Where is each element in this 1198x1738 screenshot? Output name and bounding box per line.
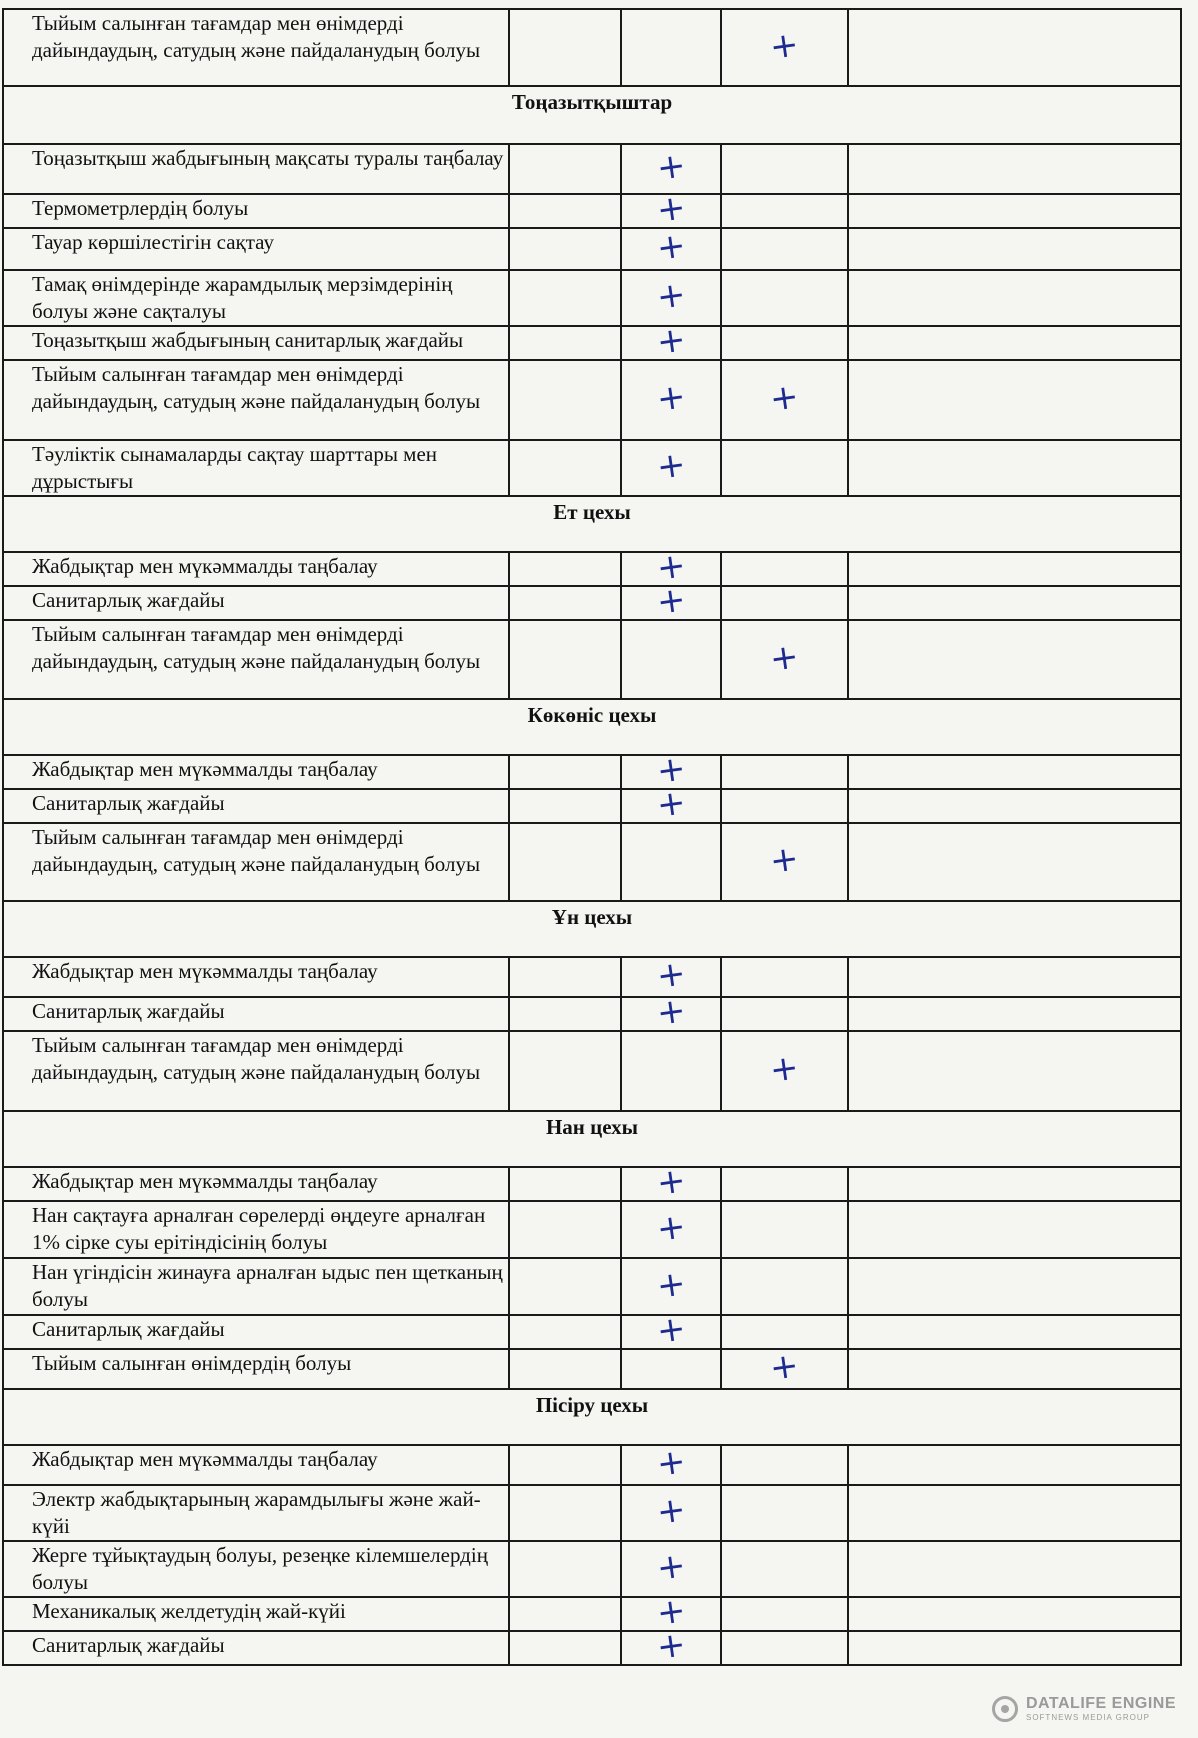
mark-cell-col-2: [621, 225, 721, 270]
criterion-text: Нан үгіндісін жинауға арналған ыдыс пен щетканың болуы: [3, 1258, 509, 1315]
criterion-text: Санитарлық жағдайы: [3, 789, 509, 823]
mark-cell-col-4: [848, 1167, 1181, 1201]
mark-cell-col-1: [509, 360, 621, 440]
section-header-row: [3, 1389, 1181, 1445]
mark-cell-col-2: [621, 620, 721, 699]
mark-cell-col-2: [621, 1160, 721, 1204]
checklist-row: [3, 326, 1181, 360]
checklist-row: [3, 586, 1181, 620]
mark-cell-col-1: [509, 823, 621, 901]
checklist-row: [3, 440, 1181, 496]
mark-cell-col-4: [848, 1315, 1181, 1349]
handwritten-plus-mark: +: [654, 782, 688, 826]
mark-cell-col-1: [509, 194, 621, 228]
mark-cell-col-3: [721, 1541, 848, 1597]
mark-cell-col-3: [721, 1201, 848, 1258]
criterion-text: Тауар көршілестігін сақтау: [3, 228, 509, 270]
criterion-text: Санитарлық жағдайы: [3, 1315, 509, 1349]
handwritten-plus-mark: +: [654, 1545, 688, 1589]
criterion-text: Тоңазытқыш жабдығының санитарлық жағдайы: [3, 326, 509, 360]
mark-cell-col-1: [509, 1597, 621, 1631]
handwritten-plus-mark: +: [767, 23, 802, 68]
mark-cell-col-4: [848, 440, 1181, 496]
watermark-title: DATALIFE ENGINE: [1025, 1695, 1176, 1712]
mark-cell-col-2: [621, 990, 721, 1034]
criterion-text: Тыйым салынған тағамдар мен өнімдерді дайындаудың, сатудың және пайдаланудың болуы: [3, 1031, 509, 1111]
criterion-text: Тыйым салынған тағамдар мен өнімдерді дайындаудың, сатудың және пайдаланудың болуы: [3, 823, 509, 901]
mark-cell-col-3: [721, 194, 848, 228]
mark-cell-col-3: [721, 228, 848, 270]
mark-cell-col-1: [509, 1485, 621, 1541]
criterion-text: Санитарлық жағдайы: [3, 586, 509, 620]
criterion-text: Тоңазытқыш жабдығының мақсаты туралы таңбалау: [3, 144, 509, 194]
criterion-text: Тыйым салынған тағамдар мен өнімдерді дайындаудың, сатудың және пайдаланудың болуы: [3, 9, 509, 86]
criterion-text: Санитарлық жағдайы: [3, 997, 509, 1031]
checklist-row: [3, 144, 1181, 194]
mark-cell-col-4: [848, 9, 1181, 86]
mark-cell-col-1: [509, 789, 621, 823]
mark-cell-col-4: [848, 1258, 1181, 1315]
criterion-text: Жабдықтар мен мүкәммалды таңбалау: [3, 957, 509, 997]
checklist-row: [3, 957, 1181, 997]
checklist-row: [3, 1485, 1181, 1541]
mark-cell-col-4: [848, 1485, 1181, 1541]
mark-cell-col-4: [848, 755, 1181, 789]
section-title: Ұн цехы: [3, 901, 1181, 957]
mark-cell-col-4: [848, 228, 1181, 270]
handwritten-plus-mark: +: [654, 748, 688, 792]
criterion-text: Жерге тұйықтаудың болуы, резеңке кілемшелердің болуы: [3, 1541, 509, 1597]
mark-cell-col-4: [848, 789, 1181, 823]
mark-cell-col-3: [721, 270, 848, 326]
mark-cell-col-4: [848, 620, 1181, 699]
checklist-row: [3, 552, 1181, 586]
section-header-row: [3, 1111, 1181, 1167]
mark-cell-col-3: [721, 620, 848, 699]
handwritten-plus-mark: +: [654, 187, 688, 231]
mark-cell-col-4: [848, 194, 1181, 228]
handwritten-plus-mark: +: [767, 1345, 802, 1389]
criterion-text: Жабдықтар мен мүкәммалды таңбалау: [3, 1167, 509, 1201]
mark-cell-col-1: [509, 1445, 621, 1485]
inspection-checklist-table: [2, 8, 1182, 1666]
mark-cell-col-4: [848, 997, 1181, 1031]
mark-cell-col-1: [509, 755, 621, 789]
mark-cell-col-1: [509, 1031, 621, 1111]
section-header-row: [3, 699, 1181, 755]
checklist-row: [3, 620, 1181, 699]
handwritten-plus-mark: +: [767, 635, 802, 680]
handwritten-plus-mark: +: [654, 990, 688, 1034]
mark-cell-col-3: [721, 1445, 848, 1485]
mark-cell-col-2: [621, 319, 721, 363]
mark-cell-col-2: [621, 360, 721, 440]
mark-cell-col-2: [621, 1441, 721, 1485]
checklist-row: [3, 228, 1181, 270]
criterion-text: Термометрлердің болуы: [3, 194, 509, 228]
mark-cell-col-2: [621, 579, 721, 623]
mark-cell-col-3: [721, 1345, 848, 1389]
mark-cell-col-1: [509, 440, 621, 496]
checklist-row: [3, 823, 1181, 901]
mark-cell-col-3: [721, 360, 848, 440]
section-title: Тоңазытқыштар: [3, 86, 1181, 144]
mark-cell-col-4: [848, 326, 1181, 360]
handwritten-plus-mark: +: [654, 545, 688, 589]
mark-cell-col-1: [509, 620, 621, 699]
handwritten-plus-mark: +: [654, 274, 688, 318]
handwritten-plus-mark: +: [654, 1489, 688, 1533]
section-header-row: [3, 901, 1181, 957]
section-title: Көкөніс цехы: [3, 699, 1181, 755]
checklist-row: [3, 1349, 1181, 1389]
watermark-subtitle: SOFTNEWS MEDIA GROUP: [1025, 1713, 1150, 1722]
criterion-text: Электр жабдықтарының жарамдылығы және жай-күйі: [3, 1485, 509, 1541]
checklist-row: [3, 789, 1181, 823]
mark-cell-col-2: [621, 823, 721, 901]
checklist-row: [3, 1031, 1181, 1111]
mark-cell-col-4: [848, 1201, 1181, 1258]
mark-cell-col-1: [509, 1541, 621, 1597]
mark-cell-col-1: [509, 997, 621, 1031]
handwritten-plus-mark: +: [654, 1441, 688, 1485]
handwritten-plus-mark: +: [654, 376, 688, 420]
mark-cell-col-1: [509, 1315, 621, 1349]
mark-cell-col-1: [509, 957, 621, 997]
mark-cell-col-3: [721, 1485, 848, 1541]
criterion-text: Жабдықтар мен мүкәммалды таңбалау: [3, 552, 509, 586]
handwritten-plus-mark: +: [654, 145, 688, 189]
criterion-text: Санитарлық жағдайы: [3, 1631, 509, 1665]
handwritten-plus-mark: +: [767, 376, 802, 420]
mark-cell-col-4: [848, 1631, 1181, 1665]
mark-cell-col-4: [848, 1031, 1181, 1111]
mark-cell-col-3: [721, 1315, 848, 1349]
checklist-row: [3, 1541, 1181, 1597]
checklist-row: [3, 1258, 1181, 1315]
mark-cell-col-2: [621, 9, 721, 86]
mark-cell-col-4: [848, 1445, 1181, 1485]
criterion-text: Тәуліктік сынамаларды сақтау шарттары мен дұрыстығы: [3, 440, 509, 496]
mark-cell-col-3: [721, 957, 848, 997]
criterion-text: Тамақ өнімдерінде жарамдылық мерзімдерінің болуы және сақталуы: [3, 270, 509, 326]
mark-cell-col-2: [621, 1485, 721, 1541]
mark-cell-col-1: [509, 144, 621, 194]
checklist-row: [3, 1445, 1181, 1485]
handwritten-plus-mark: +: [654, 1262, 688, 1307]
criterion-text: Тыйым салынған тағамдар мен өнімдерді дайындаудың, сатудың және пайдаланудың болуы: [3, 360, 509, 440]
mark-cell-col-4: [848, 552, 1181, 586]
mark-cell-col-4: [848, 144, 1181, 194]
checklist-row: [3, 1631, 1181, 1665]
handwritten-plus-mark: +: [767, 1047, 802, 1091]
mark-cell-col-1: [509, 1258, 621, 1315]
mark-cell-col-4: [848, 957, 1181, 997]
mark-cell-col-4: [848, 1349, 1181, 1389]
mark-cell-col-2: [621, 1624, 721, 1668]
checklist-row: [3, 1201, 1181, 1258]
mark-cell-col-3: [721, 9, 848, 86]
handwritten-plus-mark: +: [654, 319, 688, 363]
handwritten-plus-mark: +: [654, 1590, 688, 1634]
mark-cell-col-2: [621, 1201, 721, 1258]
mark-cell-col-3: [721, 1258, 848, 1315]
section-header-row: [3, 496, 1181, 552]
criterion-text: Нан сақтауға арналған сөрелерді өңдеуге арналған 1% сірке суы ерітіндісінің болуы: [3, 1201, 509, 1258]
mark-cell-col-2: [621, 270, 721, 326]
mark-cell-col-3: [721, 755, 848, 789]
checklist-row: [3, 755, 1181, 789]
section-title: Пісіру цехы: [3, 1389, 1181, 1445]
watermark: [992, 1696, 1176, 1722]
mark-cell-col-1: [509, 270, 621, 326]
mark-cell-col-3: [721, 440, 848, 496]
mark-cell-col-4: [848, 1597, 1181, 1631]
criterion-text: Жабдықтар мен мүкәммалды таңбалау: [3, 1445, 509, 1485]
handwritten-plus-mark: +: [767, 838, 802, 882]
handwritten-plus-mark: +: [654, 1308, 688, 1352]
criterion-text: Тыйым салынған тағамдар мен өнімдерді дайындаудың, сатудың және пайдаланудың болуы: [3, 620, 509, 699]
mark-cell-col-1: [509, 228, 621, 270]
mark-cell-col-1: [509, 1349, 621, 1389]
mark-cell-col-4: [848, 360, 1181, 440]
handwritten-plus-mark: +: [654, 1624, 688, 1668]
mark-cell-col-3: [721, 1631, 848, 1665]
mark-cell-col-1: [509, 1201, 621, 1258]
mark-cell-col-3: [721, 997, 848, 1031]
mark-cell-col-3: [721, 1597, 848, 1631]
handwritten-plus-mark: +: [654, 953, 688, 997]
mark-cell-col-2: [621, 1031, 721, 1111]
mark-cell-col-2: [621, 1349, 721, 1389]
mark-cell-col-2: [621, 782, 721, 826]
mark-cell-col-1: [509, 1631, 621, 1665]
section-header-row: [3, 86, 1181, 144]
mark-cell-col-4: [848, 270, 1181, 326]
mark-cell-col-3: [721, 586, 848, 620]
mark-cell-col-2: [621, 1258, 721, 1315]
checklist-row: [3, 997, 1181, 1031]
criterion-text: Механикалық желдетудің жай-күйі: [3, 1597, 509, 1631]
checklist-row: [3, 1597, 1181, 1631]
section-title: Ет цехы: [3, 496, 1181, 552]
criterion-text: Тыйым салынған өнімдердің болуы: [3, 1349, 509, 1389]
mark-cell-col-4: [848, 1541, 1181, 1597]
mark-cell-col-4: [848, 823, 1181, 901]
checklist-row: [3, 9, 1181, 86]
handwritten-plus-mark: +: [654, 1160, 688, 1204]
watermark-logo-icon: [992, 1696, 1018, 1722]
mark-cell-col-1: [509, 586, 621, 620]
checklist-row: [3, 194, 1181, 228]
mark-cell-col-2: [621, 1308, 721, 1352]
mark-cell-col-3: [721, 1167, 848, 1201]
mark-cell-col-3: [721, 144, 848, 194]
mark-cell-col-1: [509, 326, 621, 360]
checklist-row: [3, 360, 1181, 440]
criterion-text: Жабдықтар мен мүкәммалды таңбалау: [3, 755, 509, 789]
mark-cell-col-2: [621, 144, 721, 194]
checklist-body: [3, 9, 1181, 1668]
mark-cell-col-4: [848, 586, 1181, 620]
mark-cell-col-3: [721, 552, 848, 586]
handwritten-plus-mark: +: [654, 579, 688, 623]
section-title: Нан цехы: [3, 1111, 1181, 1167]
handwritten-plus-mark: +: [654, 225, 688, 269]
mark-cell-col-1: [509, 1167, 621, 1201]
mark-cell-col-2: [621, 1541, 721, 1597]
checklist-row: [3, 1315, 1181, 1349]
handwritten-plus-mark: +: [654, 1205, 688, 1250]
mark-cell-col-2: [621, 440, 721, 496]
mark-cell-col-3: [721, 789, 848, 823]
mark-cell-col-3: [721, 823, 848, 901]
checklist-row: [3, 1167, 1181, 1201]
mark-cell-col-1: [509, 552, 621, 586]
mark-cell-col-3: [721, 326, 848, 360]
checklist-row: [3, 270, 1181, 326]
mark-cell-col-3: [721, 1031, 848, 1111]
mark-cell-col-2: [621, 187, 721, 231]
mark-cell-col-1: [509, 9, 621, 86]
handwritten-plus-mark: +: [654, 444, 688, 488]
